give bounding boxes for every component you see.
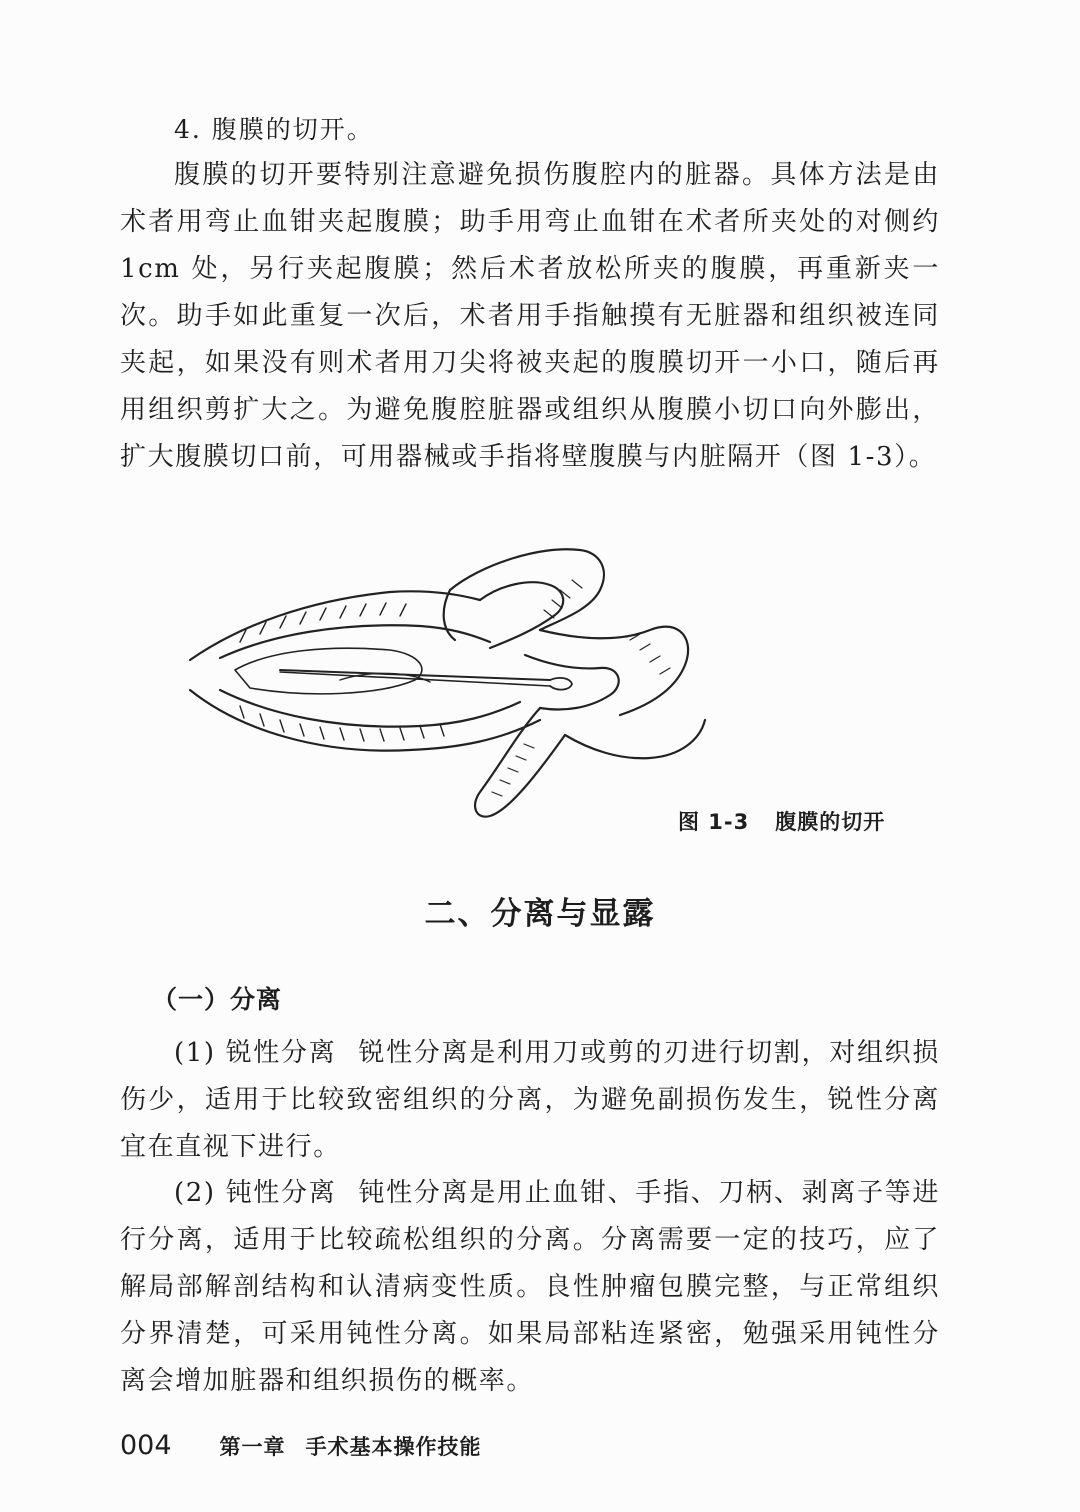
- sharp-dissection-text: 锐性分离是利用刀或剪的刃进行切割，对组织损伤少，适用于比较致密组织的分离，为避免副损伤发生，锐性分离宜在直视下进行。: [120, 1038, 940, 1162]
- blunt-dissection-paragraph: [120, 1170, 940, 1405]
- figure-caption-text: 腹膜的切开: [775, 810, 886, 834]
- figure-number: 图 1-3: [678, 810, 750, 834]
- subsection-title: （一）分离: [152, 985, 283, 1014]
- sharp-dissection-paragraph: [120, 1030, 940, 1171]
- sharp-dissection-term: (1) 锐性分离: [174, 1038, 337, 1068]
- blunt-dissection-term: (2) 钝性分离: [174, 1178, 337, 1208]
- peritoneum-incision-paragraph: 腹膜的切开要特别注意避免损伤腹腔内的脏器。具体方法是由术者用弯止血钳夹起腹膜；助手用弯止血钳在术者所夹处的对侧约 1cm 处，另行夹起腹膜；然后术者放松所夹的腹膜，再重新夹一次。助手如此重复一次后，术者用手指触摸有无脏器和组织被连同夹起，如果没有则术者用刀尖将被夹起的腹膜切开一小口，随后再用组织剪扩大之。为避免腹腔脏器或组织从腹膜小切口向外膨出，扩大腹膜切口前，可用器械或手指将壁腹膜与内脏隔开（图 1-3）。: [120, 160, 940, 472]
- blunt-dissection-text: 钝性分离是用止血钳、手指、刀柄、剥离子等进行分离，适用于比较疏松组织的分离。分离需要一定的技巧，应了解局部解剖结构和认清病变性质。良性肿瘤包膜完整，与正常组织分界清楚，可采用钝性分离。如果局部粘连紧密，勉强采用钝性分离会增加脏器和组织损伤的概率。: [120, 1178, 940, 1396]
- subsection-heading-4: 4. 腹膜的切开。: [174, 115, 374, 144]
- section-title: 二、分离与显露: [424, 896, 656, 932]
- chapter-label: 第一章: [219, 1435, 286, 1459]
- page-number: 004: [120, 1430, 172, 1461]
- figure-peritoneum-incision-illustration: [180, 530, 720, 830]
- figure-caption: [678, 806, 885, 836]
- page-footer: [120, 1430, 482, 1461]
- chapter-title: 手术基本操作技能: [305, 1435, 482, 1459]
